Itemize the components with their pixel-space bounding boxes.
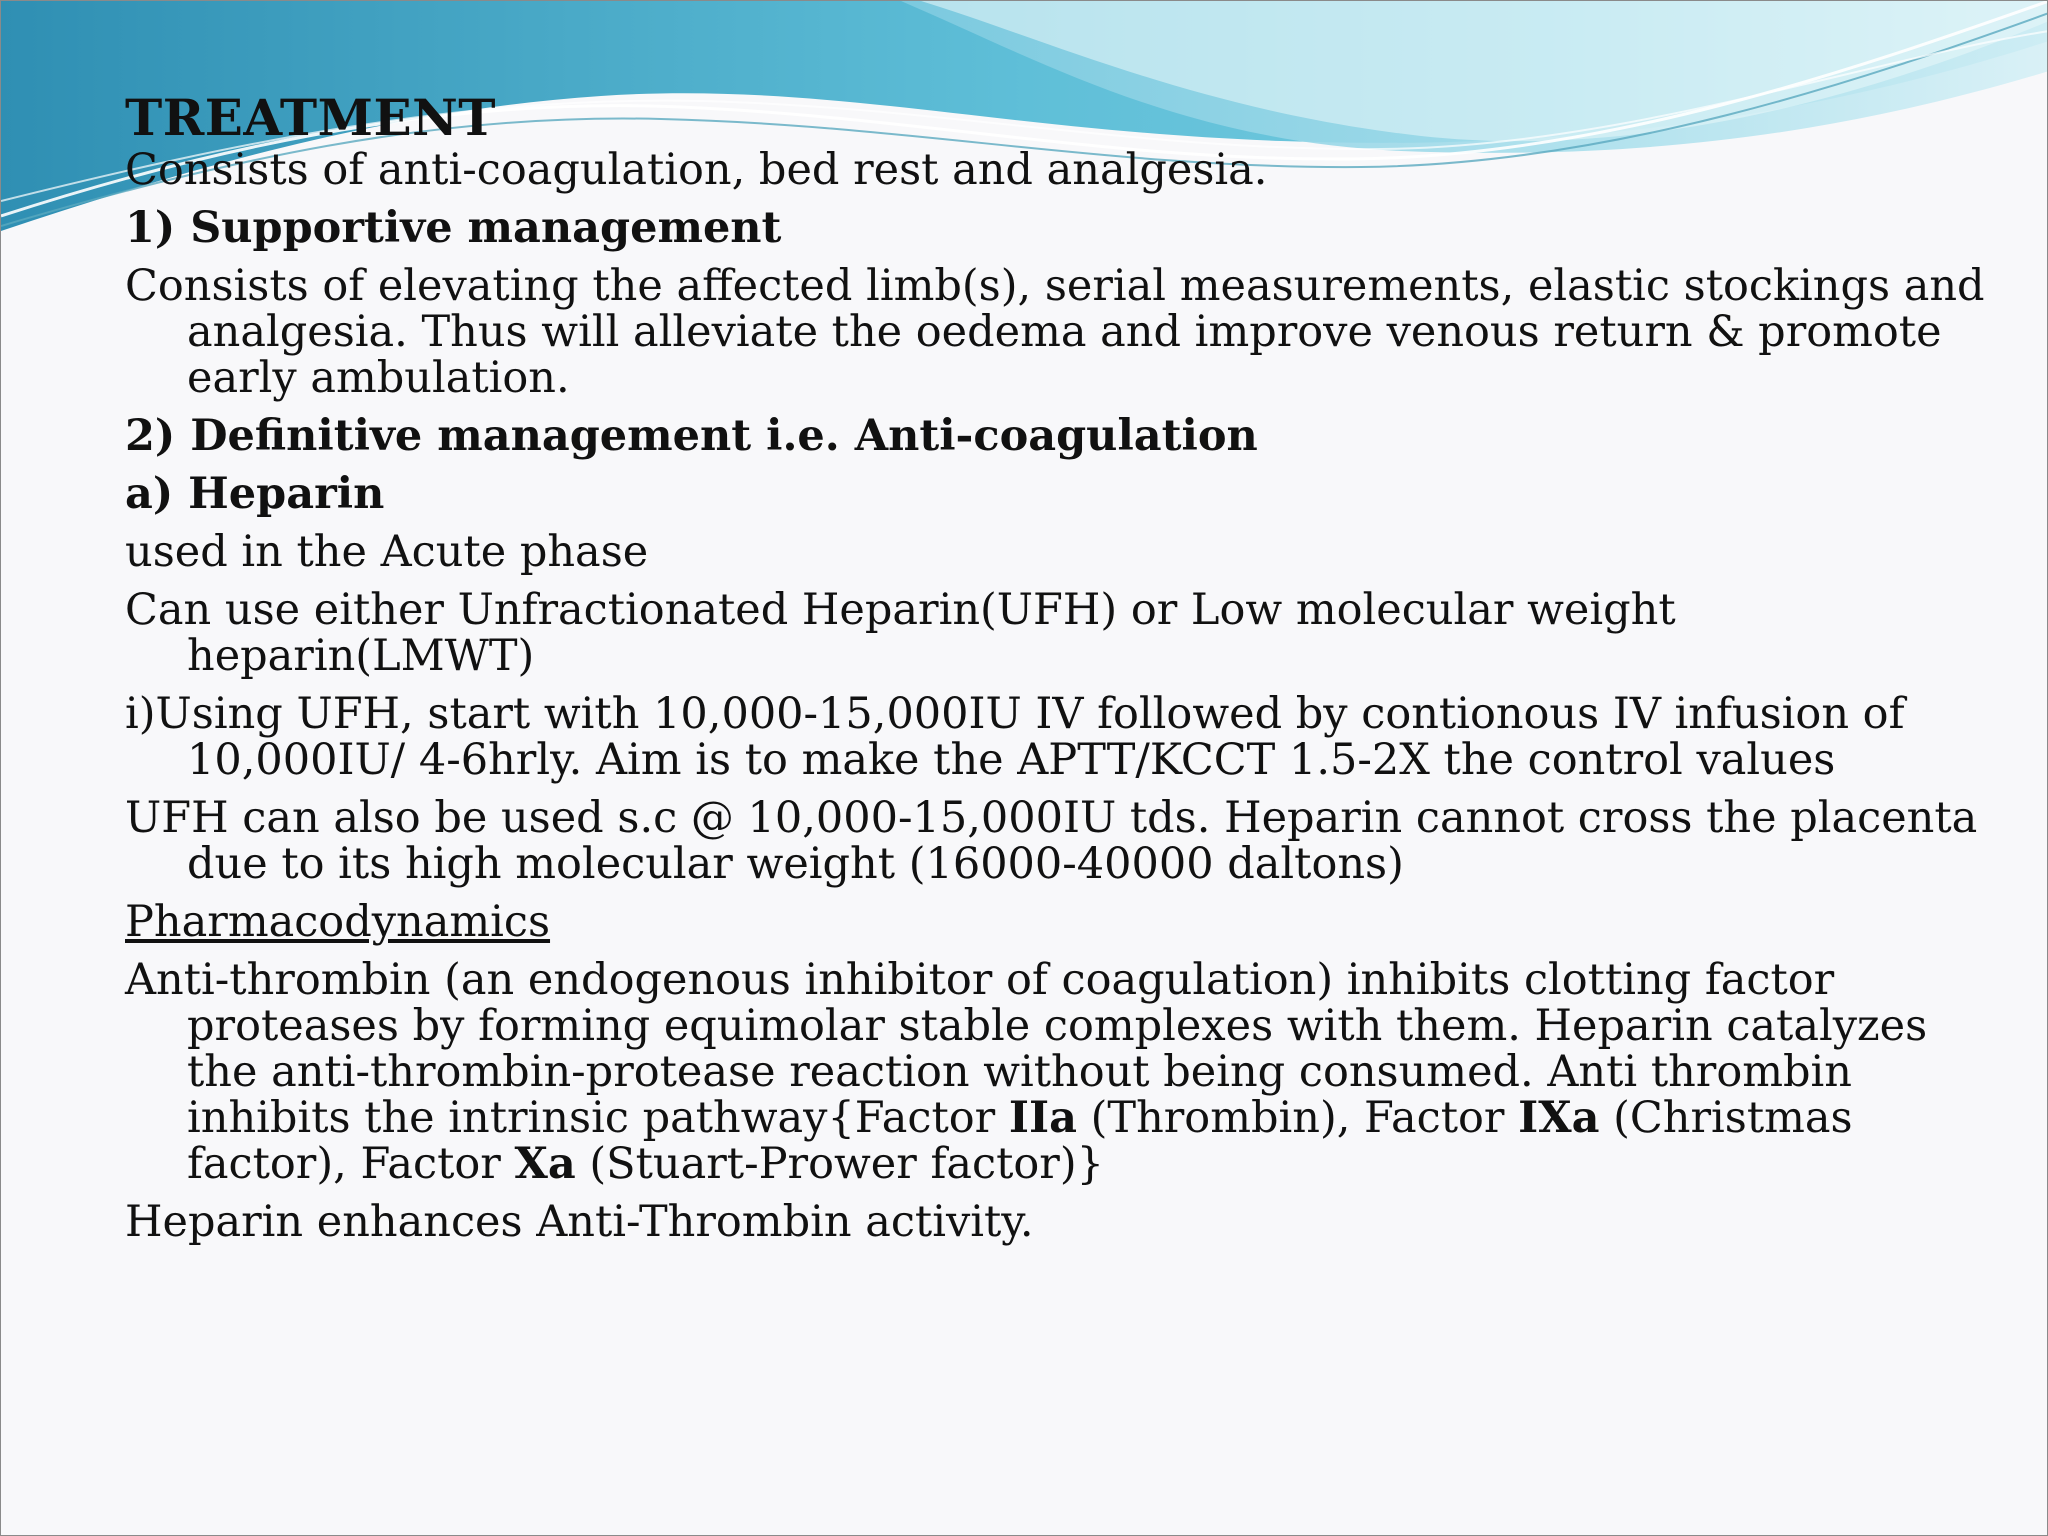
heparin-enhances-text: Heparin enhances Anti-Thrombin activity. (125, 1197, 1034, 1247)
heparin-heading: a) Heparin (125, 469, 385, 519)
pd-text-2: (Thrombin), Factor (1076, 1093, 1519, 1143)
factor-xa: Xa (514, 1139, 576, 1189)
heparin-options-text: Can use either Unfractionated Heparin(UFH) or Low molecular weight heparin(LMWT) (125, 585, 1676, 681)
slide-title: TREATMENT (125, 88, 497, 147)
pd-text-4: (Stuart-Prower factor)} (575, 1139, 1104, 1189)
pd-text-3: (Christmas factor), Factor (187, 1093, 1853, 1189)
acute-phase-text: used in the Acute phase (125, 527, 649, 577)
pharmacodynamics-paragraph (125, 957, 2005, 1187)
pharmacodynamics-heading: Pharmacodynamics (125, 897, 551, 947)
ufh-sc-text: UFH can also be used s.c @ 10,000-15,000IU tds. Heparin cannot cross the placenta due to its high molecular weight (16000-40000 daltons) (125, 793, 1978, 889)
factor-ixa: IXa (1518, 1093, 1600, 1143)
slide-content (125, 89, 2005, 1257)
definitive-heading: 2) Definitive management i.e. Anti-coagulation (125, 411, 1258, 461)
supportive-heading: 1) Supportive management (125, 203, 782, 253)
intro-text: Consists of anti-coagulation, bed rest and analgesia. (125, 145, 1268, 195)
pd-text-1: Anti-thrombin (an endogenous inhibitor of coagulation) inhibits clotting factor proteases by forming equimolar stable complexes with them. Heparin catalyzes the anti-thrombin-protease reaction without being consumed. Anti thrombin inhibits the intrinsic pathway{Factor (125, 955, 1928, 1143)
supportive-text: Consists of elevating the affected limb(s), serial measurements, elastic stockings and analgesia. Thus will alleviate the oedema and improve venous return & promote early ambulation. (125, 261, 1985, 403)
factor-iia: IIa (1008, 1093, 1077, 1143)
ufh-iv-text: i)Using UFH, start with 10,000-15,000IU IV followed by contionous IV infusion of 10,000IU/ 4-6hrly. Aim is to make the APTT/KCCT 1.5-2X the control values (125, 689, 1905, 785)
